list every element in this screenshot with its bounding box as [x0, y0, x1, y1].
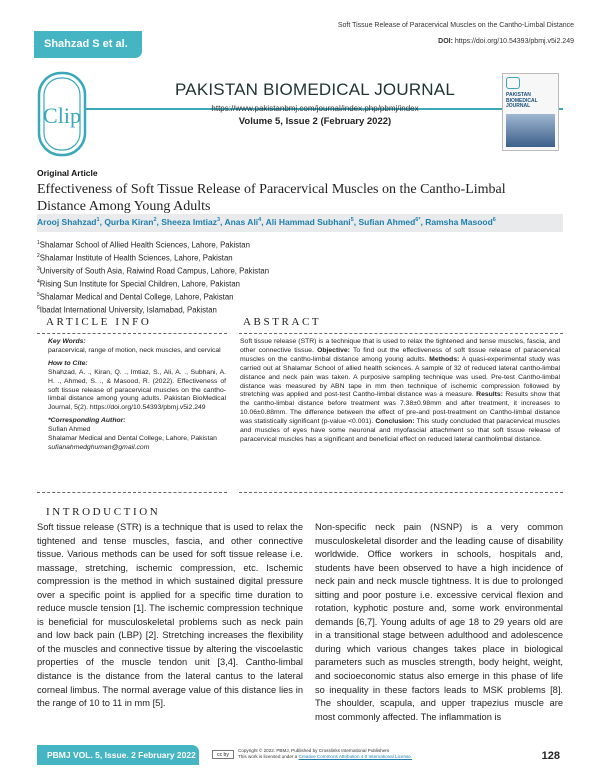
introduction-heading: INTRODUCTION	[46, 506, 161, 518]
divider	[239, 492, 563, 493]
divider	[239, 333, 563, 334]
affiliation: $^1$Shalamar School of Allied Health Sciences, Lahore, Pakistan	[37, 240, 250, 250]
cc-license-icon: cc by	[212, 750, 234, 759]
author-sup: 3	[216, 217, 221, 224]
citation: Shahzad, A. ., Kiran, Q. ., Imtiaz, S., Ali, A. ., Subhani, A. H. ., Ahmed, S. ., & Masood, R. (2022). Effectiveness of soft tissue release of paracervical muscles on the cantho-limbal distance among young adults. Pakistan BioMedical Journal, 5(2). https://doi.org/10.54393/pbmj.v5i2.249	[48, 368, 226, 412]
footer-issue-tab: PBMJ VOL. 5, Issue. 2 February 2022	[37, 745, 199, 765]
license-text: Copyright © 2022. PBMJ, Published by Crosslinks International Publishers This work is licensed under a Creative Commons Attribution 4.0 International License.	[238, 748, 413, 759]
author-name: Sheeza Imtiaz	[161, 217, 217, 227]
corresponding-email[interactable]: sufianahmedghuman@gmail.com	[48, 443, 150, 451]
introduction-right-column: Non-specific neck pain (NSNP) is a very common musculoskeletal disorder and the leading cause of disability worldwide. Office workers in schools, hospitals and, students have been observed to have a high incidence of neck pain and neck muscle tightness. It is due to prolonged sitting and poor posture i.e. excessive cervical flexion and rotation, kyphotic posture and, some work environmental demands [6,7]. Young adults of age 18 to 29 years old are in a transitional stage between adulthood and adolescence during which various changes takes place in biological parameters such as muscles strength, body height, weight, and socioeconomic status also emerge in this phase of life so inequality in these factors leads to MSK problems [8]. The shoulder, scapula, and upper trapezius muscle are most commonly affected. The inflammation is	[315, 522, 563, 722]
author-sup: 1	[96, 217, 100, 224]
journal-name: PAKISTAN BIOMEDICAL JOURNAL	[175, 80, 455, 99]
author-sup: 6	[492, 217, 496, 224]
cover-image	[506, 114, 555, 147]
author-sup: 2	[153, 217, 157, 224]
corresponding-affiliation: Shalamar Medical and Dental College, Lahore, Pakistan	[48, 435, 217, 443]
corresponding-name: Sufian Ahmed	[48, 426, 91, 434]
page-number: 128	[541, 750, 560, 762]
keywords-label: Key Words:	[48, 338, 86, 345]
journal-cover-thumbnail	[502, 73, 559, 151]
affiliation: $^2$Shalamar Institute of Health Sciences, Lahore, Pakistan	[37, 253, 233, 263]
affiliation: $^4$Rising Sun Institute for Special Children, Lahore, Pakistan	[37, 279, 241, 289]
author-name: Ali Hammad Subhani	[265, 217, 351, 227]
article-type: Original Article	[37, 168, 98, 178]
doi-link[interactable]: https://doi.org/10.54393/pbmj.v5i2.249	[454, 38, 574, 45]
affiliation: $^3$University of South Asia, Raiwind Road Campus, Lahore, Pakistan	[37, 266, 270, 276]
journal-logo-icon	[37, 71, 87, 157]
affiliation: $^6$Ibadat International University, Islamabad, Pakistan	[37, 305, 217, 315]
doi-label: DOI:	[438, 38, 453, 45]
article-info-heading: ARTICLE INFO	[46, 316, 152, 328]
journal-volume: Volume 5, Issue 2 (February 2022)	[238, 116, 392, 127]
article-title: Effectiveness of Soft Tissue Release of Paracervical Muscles on the Cantho-Limbal Distance Among Young Adults	[37, 182, 506, 214]
keywords: paracervical, range of motion, neck muscles, and cervical	[48, 346, 221, 354]
doi-line	[438, 38, 574, 45]
running-title: Soft Tissue Release of Paracervical Muscles on the Cantho-Limbal Distance	[337, 22, 574, 29]
cover-logo-icon	[506, 77, 520, 89]
introduction-left-column: Soft tissue release (STR) is a technique that is used to relax the tightened and tense muscles, fascia, and other connective tissue. Various methods can be used for soft tissue release i.e. massage, stretching, ischemic compression, etc. Ischemic compression is the method in which sustained digital pressure over a specific point is applied for a specific time duration to reduce muscle tension [1]. The ischemic compression technique is beneficial for musculoskeletal problems such as neck pain and low back pain (LBP) [2]. Stretching increases the flexibility of the muscles and connective tissue by altering the viscoelastic properties of the muscle tendon unit [3,4]. Cantho-limbal distance is the distance from the lateral cantus to the lateral corneal limbus. The normal average value of this distance lies in the range of 10 to 11 in mm [5].	[37, 522, 303, 709]
divider	[37, 492, 227, 493]
logo-text: Clip	[43, 103, 81, 128]
author-name: Arooj Shahzad	[37, 217, 97, 227]
author-sup: 5	[350, 217, 354, 224]
abstract-heading: ABSTRACT	[243, 316, 322, 328]
cover-title: PAKISTAN BIOMEDICAL JOURNAL	[506, 92, 538, 109]
divider	[37, 333, 227, 334]
cite-label: How to Cite:	[48, 359, 88, 367]
license-link[interactable]: Creative Commons Attribution 4.0 International License.	[298, 754, 413, 759]
article-info-panel	[48, 338, 226, 453]
author-name: Qurba Kiran	[104, 217, 154, 227]
author-name: Anas Ali	[224, 217, 259, 227]
author-name: Ramsha Masood	[425, 217, 493, 227]
author-sup: 4	[258, 217, 262, 224]
author-tab: Shahzad S et al.	[34, 31, 142, 58]
journal-url[interactable]: https://www.pakistanbmj.com/journal/index.php/pbmj/index	[211, 104, 419, 113]
affiliation: $^5$Shalamar Medical and Dental College, Lahore, Pakistan	[37, 292, 234, 302]
abstract-text: Soft tissue release (STR) is a technique that is used to relax the tightened and tense muscles, fascia, and other connective tissue. Objective: To find out the effectiveness of soft tissue release of paracervical muscles on the cantho-limbal distance among young adults. Methods: A quasi-experimental study was carried out at Shalamar School of allied health sciences. A sample of 32 of reduced lateral cantho-limbal distance and neck pain was taken. A purposive sampling technique was used. Pre-test Cantho-limbal distance was measured by ABN tape in mm then technique of ischemic compression followed by stretching was applied and post-test Cantho-limbal distance was a measure. Results: Results show that the cantho-limbal distance before treatment was 7.38±0.98mm and after treatment, it increases to 10.06±0.88mm. The difference between the effect of pre-and post-treatment on Cantho-limbal distance was statistically significant (p-value <0.001). Conclusion: This study concluded that paracervical muscles and muscles of eyes have some neuronal and myofascial attachment so that soft tissue release of paracervical muscles has a significant and beneficial effect on reduced lateral cantholimbal distance.	[240, 338, 561, 443]
affiliation-list	[37, 238, 437, 316]
author-sup: 6*	[415, 217, 421, 224]
author-list: Arooj Shahzad$^1$, Qurba Kiran$^2$, Sheeza Imtiaz$^3$, Anas Ali$^4$, Ali Hammad Subhani$^5$, Sufian Ahmed$^{6*}$, Ramsha Masood$^6$	[37, 217, 496, 227]
corresponding-label: *Corresponding Author:	[48, 417, 126, 425]
author-name: Sufian Ahmed	[358, 217, 416, 227]
